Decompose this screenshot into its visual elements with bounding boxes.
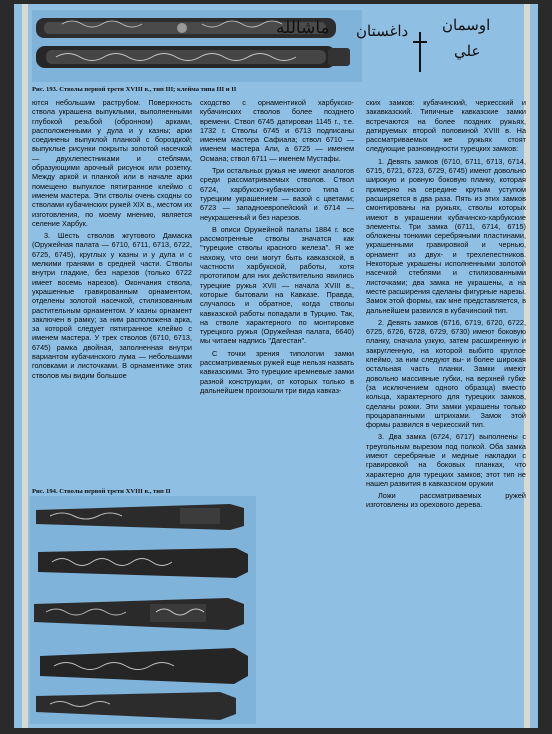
col3-paragraph-1: ских замков: кубачинский, черкесский и закавказский. Типичные кавказские замки встречаются на более поздних ружьях, датируемых второй половиной XVIII в. На рассматриваемых же ружьях стоят следующие разновидности турецких замков: bbox=[366, 98, 526, 154]
stamp-1: ﻣﺎﺷﺎﻟﻠﻪ bbox=[276, 18, 330, 38]
col2-paragraph-1: сходство с орнаментикой харбукско-кубачинских стволов более позднего времени. Ствол 6745 датирован 1145 г., т.е. 1732 г. Стволы 6745 и 6713 подписаны именем мастера Сафиала; ствол 6710 — именем мастера Али, а 6725 — именем Османа; ствол 6711 — именем Мустафы. bbox=[200, 98, 354, 163]
text-column-2 bbox=[200, 98, 354, 395]
figure-194-caption: Рис. 194. Стволы первой трети XVIII в., тип II bbox=[32, 488, 171, 495]
text-column-1 bbox=[32, 98, 192, 380]
text-column-3 bbox=[366, 98, 526, 510]
col3-paragraph-2: 1. Девять замков (6710, 6711, 6713, 6714, 6715, 6721, 6723, 6729, 6745) имеют довольно широкую и ровную боковую планку, которая примерно на середине крутым уступом расширяется в два раза. Пять из этих замков смонтированы на ружьях, стволы которых имеют в украшении кубачинско-харбукские элементы. Три замка (6711, 6714, 6715) обложены тонкими серебряными пластинами, украшенными гравировкой и чернью, орнамент из двух- и трехлепестников. Некоторые украшены исполненными золотой насечкой стеблями и стилизованными листочками; два замка не украшены, а на месте расширения сделаны фигурные нарезы. Замок этой формы, как мне представляется, в дальнейшем развился в кубачинский тип. bbox=[366, 156, 526, 315]
stamp-2: ﺩﺍﻏﺴﺘﺎﻥ bbox=[356, 22, 409, 40]
col1-paragraph-1: ются небольшим раструбом. Поверхность ствола украшена выпуклыми, выполненными глубокой резьбой (обронном) арками, расположенными у дула и у казны; арки соединены выпуклой планкой с бороздкой; выпуклые рисунки покрыты золотой насечкой — двухлепестниками и стеблями, образующими арочный рисунок или розетку. Между аркой и планкой или в начале арки помещено выпуклое пятигранное клеймо с именем мастера. Эти стволы очень сходны со стволами кубачинских ружей XIX в., местом их изготовления, по моему мнению, является селение Харбук. bbox=[32, 98, 192, 228]
master-stamps bbox=[272, 16, 534, 76]
col3-paragraph-3: 2. Девять замков (6716, 6719, 6720, 6722, 6725, 6726, 6728, 6729, 6730) имеют боковую планку, сначала узкую, затем расширенную и закругленную, на которой выбито круглое клеймо, за ним следуют вы- и более широкая остальная часть планки. Замки имеют довольно массивные губки, на верхней губке (за исключением одного образца) вместо кольца, характерного для турецких замков, сделаны рожки. Эти замки украшены только процарапанными штрихами. Замок этой формы развился в черкесский тип. bbox=[366, 317, 526, 430]
stamp-3: ﺍﻭﺳﻤﺎﻥ bbox=[442, 16, 491, 34]
figure-194-barrels bbox=[30, 496, 256, 724]
col1-paragraph-2: 3. Шесть стволов жгутового Дамаска (Оружейная палата — 6710, 6711, 6713, 6722, 6725, 6745), круглых у казны и у дула и с мелкими гранями в средней части. Стволы внутри гладкие, без нарезов (только 6722 имеет восемь нарезов). Окончания ствола, украшенные гравированным орнаментом, отделены золотой насечкой, стилизованным растительным орнаментом. У казны орнамент заключен в рамку; за ним расположена арка, за которой следует пятигранное клеймо с именем мастера. У трех стволов (6710, 6713, 6745) рамка двойная, заполненная внутри вариантом кубачинского лума — небольшими головками и листочками. В орнаментике этих стволов мы видим большое bbox=[32, 231, 192, 380]
stamp-4: ﻋﻠﻲ bbox=[454, 42, 481, 60]
figure-193-caption: Рис. 193. Стволы первой трети XVIII в., тип III; клейма типа III и II bbox=[32, 86, 237, 93]
page-edge-left bbox=[22, 4, 28, 728]
col3-paragraph-4: 3. Два замка (6724, 6717) выполнены с треугольным вырезом под полкой. Оба замка имеют серебряные и медные накладки с гравировкой на боковых планках, что характерно для турецких замков; этот тип не нашел развития в кавказском оружии bbox=[366, 432, 526, 488]
book-page bbox=[14, 4, 538, 728]
col2-paragraph-2: Три остальных ружья не имеют аналогов среди рассматриваемых стволов. Ствол 6724, харбукско-кубачинского типа с турецким украшением — вазой с цветами; 6723 — западноевропейский и 6714 — неукрашенный и без нарезов. bbox=[200, 166, 354, 222]
col2-paragraph-3: В описи Оружейной палаты 1884 г. все рассмотренные стволы значатся как "турецкие стволы красного железа". Я же нахожу, что они могут быть кавказской, в частности харбукской, работы, хотя прототипом для них действительно явились турецкие ружья XVII — начала XVIII в., которые бытовали на Кавказе. Правда, случалось и обратное, когда стволы кавказской работы попадали в Турцию. Так, на стволе характерного по монтировке турецкого ружья (Оружейная палата, 6640) мы читаем надпись "Дагестан". bbox=[200, 224, 354, 346]
col3-paragraph-5: Ложи рассматриваемых ружей изготовлены из орехового дерева. bbox=[366, 491, 526, 510]
col2-paragraph-4: С точки зрения типологии замки рассматриваемых ружей еще нельзя назвать кавказскими. Это турецкие кремневые замки разной конструкции, от которых только в дальнейшем произошли три вида кавказ- bbox=[200, 348, 354, 395]
stamp-sword-icon bbox=[410, 30, 430, 74]
